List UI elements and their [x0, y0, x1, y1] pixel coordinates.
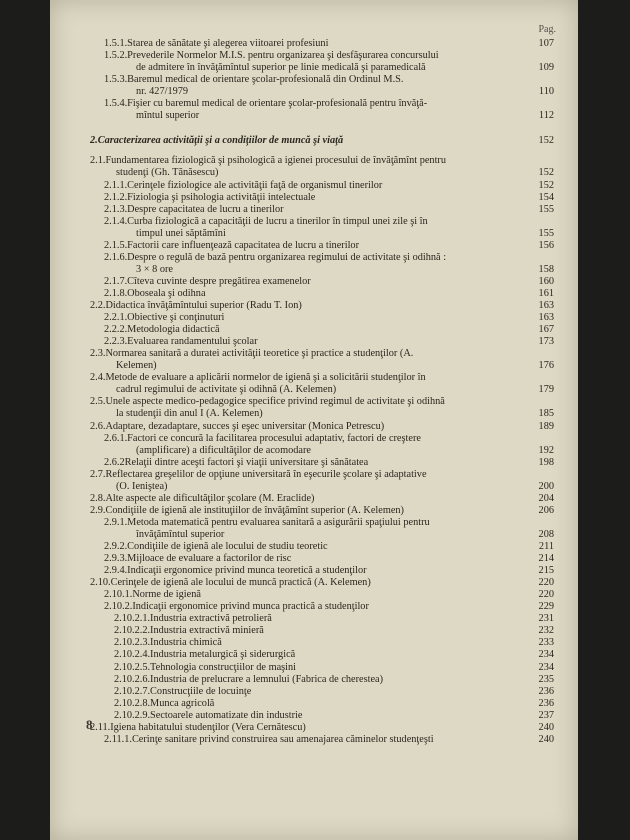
toc-entry-title: Mijloace de evaluare a factorilor de risc	[127, 553, 292, 565]
toc-entry-title: Despre o regulă de bază pentru organizarea regimului de activitate şi odihnă :	[127, 251, 447, 263]
toc-entry-number: 2.10.2.4.	[114, 649, 151, 661]
toc-entry-title: Metodologia didactică	[127, 324, 220, 336]
toc-entry-line	[104, 276, 311, 288]
toc-entry-line	[114, 674, 383, 686]
toc-entry-title: Relaţii dintre aceşti factori şi viaţii universitare şi sănătatea	[124, 456, 369, 468]
toc-entry-number: 2.1.2.	[104, 191, 128, 203]
toc-entry-number: 2.2.1.	[104, 312, 128, 324]
toc-entry-title: Tehnologia construcţiilor de maşini	[150, 661, 297, 673]
toc-page-ref: 198	[538, 456, 554, 468]
toc-entry-title: Fundamentarea fiziologică şi psihologică a igienei procesului de învăţămînt pentru	[105, 155, 447, 167]
toc-page-ref: 211	[538, 541, 554, 552]
toc-entry-number: 2.1.3.	[104, 203, 128, 215]
toc-entry-title: Obiective şi conţinuturi	[127, 312, 225, 324]
toc-page-ref: 185	[538, 408, 554, 420]
toc-entry-title: Igiena habitatului studenţilor (Vera Cernătescu)	[110, 721, 306, 733]
toc-page-ref: 156	[538, 239, 554, 251]
toc-entry-line: (O. Ieniştea)	[116, 480, 168, 492]
toc-entry-line	[104, 288, 206, 300]
toc-entry-number: 2.9.2.	[104, 541, 128, 552]
toc-page-ref: 200	[538, 480, 554, 492]
toc-entry-line: nr. 427/1979	[136, 86, 189, 98]
toc-entry-title: Construcţiile de locuinţe	[150, 685, 252, 697]
toc-entry-line	[114, 613, 272, 625]
toc-page-ref: 192	[538, 444, 554, 456]
toc-entry-number: 1.5.2.	[104, 50, 128, 62]
toc-entry-number: 2.2.3.	[104, 336, 128, 348]
toc-page-ref: 214	[538, 553, 554, 565]
toc-entry-line	[90, 469, 427, 481]
toc-page-ref: 179	[538, 384, 554, 396]
toc-entry-line	[90, 348, 413, 360]
toc-entry-title: Metode de evaluare a aplicării normelor de igienă şi a solicitării studenţilor în	[105, 372, 426, 384]
toc-page-ref: 189	[538, 420, 554, 432]
toc-entry-number: 2.10.2.6.	[114, 673, 151, 685]
toc-entry-number: 2.10.2.1.	[114, 613, 151, 625]
toc-entry-number: 2.1.5.	[104, 239, 128, 251]
toc-entry-line: cadrul regimului de activitate şi odihnă (A. Kelemen)	[116, 384, 337, 396]
toc-entry-line	[104, 601, 369, 613]
toc-entry-line	[104, 216, 428, 228]
toc-page-ref: 173	[538, 336, 554, 348]
toc-entry-number: 2.11.1.	[104, 733, 132, 745]
toc-page-ref: 234	[538, 661, 554, 673]
toc-entry-line	[90, 722, 306, 734]
toc-page-ref: 158	[538, 263, 554, 275]
toc-entry-title: Normarea sanitară a duratei activităţii teoretice şi practice a studenţilor (A.	[105, 348, 414, 360]
toc-entry-number: 2.9.1.	[104, 516, 128, 528]
toc-page-ref: 206	[538, 504, 554, 516]
toc-entry-number: 2.4.	[90, 372, 106, 384]
toc-entry-number: 2.10.2.2.	[114, 625, 151, 637]
toc-entry-line	[114, 662, 296, 674]
toc-entry-number: 2.	[90, 135, 98, 147]
toc-entry-title: Oboseala şi odihna	[127, 287, 206, 299]
toc-entry-line	[90, 300, 302, 312]
toc-entry-line: mîntul superior	[136, 110, 200, 122]
toc-entry-line	[104, 252, 446, 264]
toc-entry-number: 2.6.1.	[104, 432, 128, 444]
toc-entry-line	[104, 50, 439, 62]
toc-entry-number: 2.1.7.	[104, 275, 128, 287]
toc-entry-title: Munca agricolă	[150, 697, 215, 709]
toc-entry-number: 2.10.1.	[104, 589, 133, 601]
toc-page-ref: 163	[538, 312, 554, 324]
toc-entry-line	[104, 312, 224, 324]
toc-entry-title: Alte aspecte ale dificultăţilor şcolare (M. Eraclide)	[105, 492, 315, 504]
toc-entry-line: timpul unei săptămîni	[136, 227, 226, 239]
toc-entry-line	[104, 98, 427, 110]
toc-entry-title: Didactica învăţămîntului superior (Radu T. Ion)	[105, 300, 302, 311]
toc-entry-number: 2.1.4.	[104, 215, 128, 227]
toc-page-ref: 215	[538, 565, 554, 577]
toc-entry-line: de admitere în învăţămîntul superior pe linie medicală şi paramedicală	[136, 62, 426, 74]
toc-entry-number: 2.9.3.	[104, 553, 128, 565]
toc-page-ref: 220	[538, 589, 554, 601]
toc-entry-line	[114, 649, 295, 661]
toc-page-ref: 229	[538, 601, 554, 613]
toc-page-ref: 240	[538, 733, 554, 745]
toc-entry-line: învăţămîntul superior	[136, 528, 225, 540]
toc-entry-number: 2.2.2.	[104, 324, 128, 336]
toc-entry-number: 2.1.1.	[104, 179, 128, 191]
toc-entry-line	[104, 517, 430, 529]
toc-entry-title: Cîteva cuvinte despre pregătirea examenelor	[127, 275, 311, 287]
toc-entry-line	[104, 553, 291, 565]
toc-entry-line: Kelemen)	[116, 360, 157, 372]
toc-page-ref: 237	[538, 709, 554, 721]
toc-entry-line	[90, 493, 314, 505]
toc-entry-line	[90, 155, 446, 167]
toc-entry-number: 2.11.	[90, 721, 111, 733]
toc-entry-number: 2.1.8.	[104, 287, 128, 299]
toc-entry-title: Industria metalurgică şi siderurgică	[150, 649, 296, 661]
toc-entry-title: Metoda matematică pentru evaluarea sanitară a asigurării spaţiului pentru	[127, 516, 430, 528]
toc-entry-title: Curba fiziologică a capacităţii de lucru a tinerilor în timpul unei zile şi în	[127, 215, 428, 227]
toc-entry-line	[104, 589, 201, 601]
toc-entry-number: 2.7.	[90, 468, 106, 480]
toc-entry-line: 3 × 8 ore	[136, 263, 173, 275]
toc-entry-number: 2.9.	[90, 504, 106, 516]
toc-entry-line	[114, 698, 214, 710]
toc-page-ref: 109	[538, 62, 554, 74]
toc-entry-line	[90, 421, 384, 433]
toc-entry-title: Reflectarea greşelilor de opţiune universitară în eşecurile şcolare şi adaptative	[105, 468, 427, 480]
toc-entry-line: studenţi (Gh. Tănăsescu)	[116, 167, 219, 179]
toc-page-ref: 152	[538, 179, 554, 191]
toc-entry-number: 2.9.4.	[104, 565, 128, 577]
toc-entry-title: Sectoarele automatizate din industrie	[150, 709, 303, 721]
toc-entry-line	[104, 192, 315, 204]
toc-page-ref: 233	[538, 637, 554, 649]
toc-entry-line: (amplificare) a dificultăţilor de acomodare	[136, 444, 311, 456]
toc-entry-number: 1.5.3.	[104, 74, 128, 86]
toc-page-ref: 160	[538, 275, 554, 287]
toc-entry-line	[104, 433, 421, 445]
toc-page-ref: 231	[538, 613, 554, 625]
toc-entry-title: Prevederile Normelor M.I.S. pentru organizarea şi desfăşurarea concursului	[127, 50, 439, 62]
toc-entry-line	[104, 734, 434, 746]
toc-page-ref: 154	[538, 191, 554, 203]
toc-page-ref: 161	[538, 287, 554, 299]
toc-entry-number: 2.8.	[90, 492, 106, 504]
toc-entry-title: Cerinţe sanitare privind construirea sau amenajarea căminelor studenţeşti	[131, 733, 434, 745]
toc-page-ref: 208	[538, 528, 554, 540]
toc-page-ref: 152	[538, 135, 554, 147]
toc-entry-title: Indicaţii ergonomice privind munca practică a studenţilor	[132, 601, 369, 613]
toc-entry-line	[104, 74, 403, 86]
toc-entry-title: Industria chimică	[150, 637, 222, 649]
toc-entry-title: Industria extractivă petrolieră	[150, 613, 272, 625]
toc-entry-number: 2.10.2.	[104, 601, 133, 613]
toc-entry-number: 2.10.2.3.	[114, 637, 151, 649]
toc-entry-title: Factorii care influenţează capacitatea de lucru a tinerilor	[127, 239, 360, 251]
toc-page-ref: 204	[538, 492, 554, 504]
toc-entry-number: 2.10.	[90, 577, 111, 589]
toc-entry-number: 2.6.2	[104, 456, 125, 468]
toc-page-ref: 240	[538, 721, 554, 733]
toc-entry-number: 2.10.2.5.	[114, 661, 151, 673]
toc-page-ref: 167	[538, 324, 554, 336]
toc-entry-title: Evaluarea randamentului şcolar	[127, 336, 258, 348]
toc-page-ref: 163	[538, 300, 554, 311]
toc-entry-title: Industria de prelucrare a lemnului (Fabrica de cherestea)	[150, 673, 384, 685]
toc-entry-title: Fişier cu baremul medical de orientare şcolar-profesională pentru învăţă-	[127, 98, 428, 110]
toc-page-ref: 220	[538, 577, 554, 589]
toc-page-ref: 155	[538, 227, 554, 239]
toc-entry-title: Condiţiile de igienă ale locului de studiu teoretic	[127, 541, 328, 552]
toc-page-ref: 110	[538, 86, 554, 98]
toc-entry-line	[114, 686, 251, 698]
page-number: 8	[86, 717, 93, 732]
toc-entry-title: Indicaţii ergonomice privind munca teoretică a studenţilor	[127, 565, 367, 577]
book-page	[50, 0, 578, 840]
toc-page-ref: 235	[538, 673, 554, 685]
toc-entry-number: 1.5.4.	[104, 98, 128, 110]
toc-page-ref: 176	[538, 360, 554, 372]
toc-entry-title: Norme de igienă	[132, 589, 201, 601]
toc-entry-line	[104, 240, 359, 252]
toc-entry-line	[90, 135, 343, 147]
page-column-header: Pag.	[538, 24, 556, 35]
toc-entry-number: 2.3.	[90, 348, 106, 360]
toc-entry-line: la studenţii din anul I (A. Kelemen)	[116, 408, 263, 420]
toc-page-ref: 152	[538, 167, 554, 179]
toc-entry-number: 2.2.	[90, 300, 106, 311]
toc-entry-title: Fiziologia şi psihologia activităţii intelectuale	[127, 191, 316, 203]
toc-page-ref: 112	[538, 110, 554, 122]
toc-entry-line	[114, 637, 222, 649]
toc-entry-line	[104, 336, 258, 348]
toc-entry-line	[104, 565, 367, 577]
toc-entry-line	[90, 372, 426, 384]
toc-entry-line	[104, 180, 382, 192]
toc-entry-number: 2.1.	[90, 155, 106, 167]
toc-entry-line	[104, 38, 328, 50]
toc-entry-title: Adaptare, dezadaptare, succes şi eşec universitar (Monica Petrescu)	[105, 420, 385, 432]
toc-page-ref: 155	[538, 203, 554, 215]
toc-entry-line	[90, 396, 445, 408]
toc-entry-line	[104, 541, 328, 553]
toc-page-ref: 234	[538, 649, 554, 661]
toc-page-ref: 236	[538, 697, 554, 709]
toc-entry-title: Cerinţele fiziologice ale activităţii faţă de organismul tinerilor	[127, 179, 383, 191]
toc-page-ref: 107	[538, 38, 554, 49]
toc-entry-title: Caracterizarea activităţii şi a condiţiilor de muncă şi viaţă	[97, 135, 344, 147]
toc-page-ref: 232	[538, 625, 554, 637]
toc-entry-line	[90, 577, 371, 589]
toc-entry-line	[104, 324, 220, 336]
toc-entry-title: Factori ce concură la facilitarea procesului adaptativ, factori de creştere	[127, 432, 421, 444]
toc-entry-number: 2.5.	[90, 396, 106, 408]
toc-entry-title: Industria extractivă minieră	[150, 625, 264, 637]
toc-entry-line	[114, 710, 302, 722]
toc-entry-title: Unele aspecte medico-pedagogice specifice privind regimul de activitate şi odihnă	[105, 396, 445, 408]
toc-entry-line	[104, 457, 368, 469]
toc-entry-title: Baremul medical de orientare şcolar-profesională din Ordinul M.S.	[127, 74, 404, 86]
toc-entry-title: Starea de sănătate şi alegerea viitoarei profesiuni	[127, 38, 329, 49]
toc-entry-line	[104, 204, 284, 216]
toc-entry-number: 2.10.2.9.	[114, 709, 151, 721]
toc-entry-line	[90, 505, 404, 517]
toc-entry-number: 2.10.2.8.	[114, 697, 151, 709]
toc-entry-title: Cerinţele de igienă ale locului de muncă practică (A. Kelemen)	[110, 577, 371, 589]
toc-entry-number: 2.10.2.7.	[114, 685, 151, 697]
toc-entry-number: 2.1.6.	[104, 251, 128, 263]
toc-entry-title: Condiţiile de igienă ale instituţiilor de învăţămînt superior (A. Kelemen)	[105, 504, 404, 516]
toc-entry-title: Despre capacitatea de lucru a tinerilor	[127, 203, 284, 215]
toc-page-ref: 236	[538, 685, 554, 697]
toc-entry-number: 1.5.1.	[104, 38, 128, 49]
toc-entry-number: 2.6.	[90, 420, 106, 432]
toc-entry-line	[114, 625, 264, 637]
